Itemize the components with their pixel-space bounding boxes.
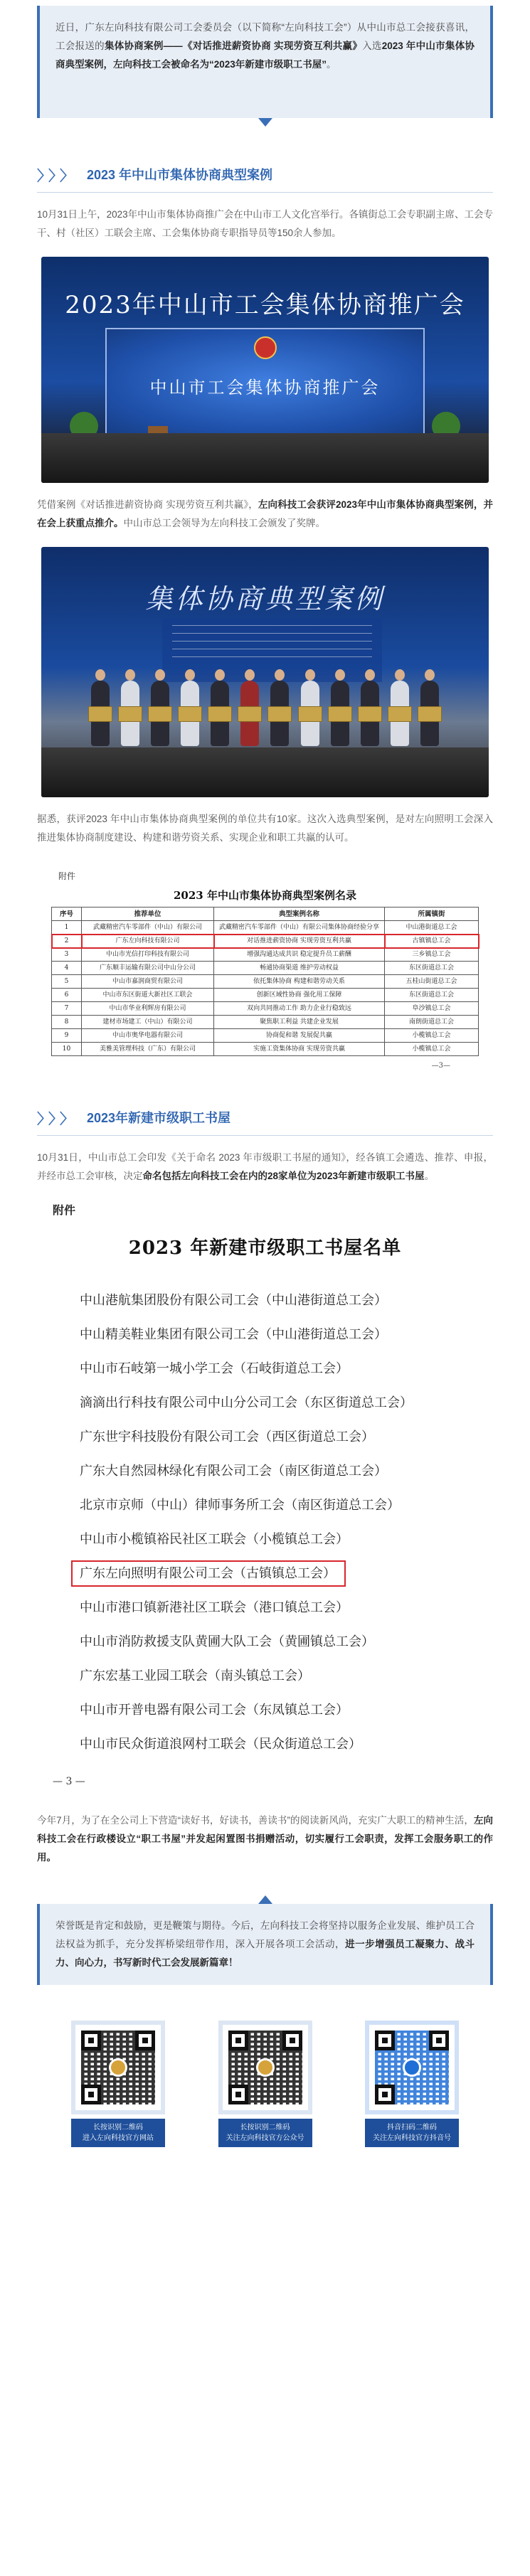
table-row <box>52 962 479 975</box>
table-cell: 实施工资集体协商 实现劳资共赢 <box>214 1043 385 1056</box>
table-cell: 广东左向科技有限公司 <box>82 935 214 948</box>
paragraph-recognition: 据悉，获评2023 年中山市集体协商典型案例的单位共有10家。这次入选典型案例，是对左向照明工会深入推进集体协商制度建设、构建和谐劳资关系、实现企业和职工共赢的认可。 <box>37 814 493 843</box>
photo-board <box>162 618 382 682</box>
list-item: 广东大自然园林绿化有限公司工会（南区街道总工会） <box>80 1464 387 1479</box>
qr-card-douyin[interactable] <box>365 2021 459 2147</box>
qr-card-wechat[interactable] <box>218 2021 312 2147</box>
column-header: 典型案例名称 <box>214 908 385 921</box>
page-number: —3— <box>431 1062 450 1070</box>
table-row <box>52 975 479 989</box>
person-figure <box>361 681 379 746</box>
closing-pointer <box>258 1895 272 1904</box>
list-item: 中山港航集团股份有限公司工会（中山港街道总工会） <box>80 1293 387 1308</box>
list-item: 广东左向照明有限公司工会（古镇镇总工会） <box>80 1557 477 1591</box>
person-figure <box>420 681 439 746</box>
table-cell: 中山市华业利辉房有限公司 <box>82 1002 214 1016</box>
qr-caption: 长按识别二维码 关注左向科技官方公众号 <box>218 2119 312 2147</box>
column-header: 序号 <box>52 908 82 921</box>
table-cell: 武藏精密汽车零部件（中山）有限公司 <box>82 921 214 935</box>
award-bold: 左向科技工会获评2023年中山市集体协商典型案例，并在会上获重点推介。 <box>37 499 493 528</box>
table-cell: 畅通协商渠道 维护劳动权益 <box>214 962 385 975</box>
table-row <box>52 1002 479 1016</box>
intro-box <box>37 6 493 118</box>
list-item: 滴滴出行科技有限公司中山分公司工会（东区街道总工会） <box>80 1395 413 1410</box>
union-emblem-icon <box>254 336 277 359</box>
table-cell: 建材市场建工（中山）有限公司 <box>82 1016 214 1029</box>
table-cell: 小榄镇总工会 <box>385 1029 479 1043</box>
table-cell: 古镇镇总工会 <box>385 935 479 948</box>
table-cell: 中山市光信打印科技有限公司 <box>82 948 214 962</box>
library-list <box>53 1284 477 1762</box>
table-cell: 中山市东区街道大新社区工联会 <box>82 989 214 1002</box>
table-cell: 3 <box>52 948 82 962</box>
intro-section <box>0 0 530 127</box>
table-row <box>52 1016 479 1029</box>
person-figure <box>121 681 139 746</box>
table-header-row <box>52 908 479 921</box>
table-cell: 9 <box>52 1029 82 1043</box>
table-cell: 阜沙镇总工会 <box>385 1002 479 1016</box>
table-cell: 6 <box>52 989 82 1002</box>
person-figure <box>151 681 169 746</box>
table-cell: 创新区域性协商 强化用工保障 <box>214 989 385 1002</box>
table-row <box>52 1043 479 1056</box>
intro-text-2: 入选 <box>362 41 382 51</box>
table-cell: 中山港街道总工会 <box>385 921 479 935</box>
table-row <box>52 989 479 1002</box>
person-figure <box>301 681 319 746</box>
person-figure <box>181 681 199 746</box>
photo-banner-text: 2023年中山市工会集体协商推广会 <box>65 291 465 319</box>
table-row <box>52 935 479 948</box>
brand-logo-icon <box>109 2058 127 2077</box>
photo-title-text: 集体协商典型案例 <box>145 583 385 614</box>
table-row <box>52 921 479 935</box>
qr-caption: 抖音扫码二维码 关注左向科技官方抖音号 <box>365 2119 459 2147</box>
person-figure <box>211 681 229 746</box>
table-cell: 协商促和谐 发展促共赢 <box>214 1029 385 1043</box>
paragraph-book-corner <box>37 1811 493 1867</box>
table-cell: 聚焦职工利益 共建企业发展 <box>214 1016 385 1029</box>
attachment-label: 附件 <box>58 871 76 881</box>
award-recipients <box>91 681 439 746</box>
table-cell: 小榄镇总工会 <box>385 1043 479 1056</box>
page-number: — 3 — <box>53 1776 85 1787</box>
table-cell: 增强沟通达成共识 稳定提升员工薪酬 <box>214 948 385 962</box>
person-figure <box>91 681 110 746</box>
document-title: 2023 年新建市级职工书屋名单 <box>128 1238 402 1259</box>
person-figure <box>270 681 289 746</box>
stage <box>41 747 489 797</box>
table-cell: 广东顺丰运输有限公司中山分公司 <box>82 962 214 975</box>
meeting-photo[interactable] <box>41 257 489 483</box>
award-text: 凭借案例《对话推进薪资协商 实现劳资互利共赢》， <box>37 499 258 510</box>
table-cell: 三乡镇总工会 <box>385 948 479 962</box>
attachment-label: 附件 <box>53 1203 76 1217</box>
section-title: 2023 年中山市集体协商典型案例 <box>87 168 273 182</box>
library-list-document <box>53 1201 477 1787</box>
section-divider <box>37 1135 493 1136</box>
intro-text-3: 。 <box>327 59 336 70</box>
table-cell: 南朗街道总工会 <box>385 1016 479 1029</box>
qr-code-icon[interactable] <box>218 2021 312 2114</box>
section-header-library <box>0 1104 530 1131</box>
section-header-cases <box>0 161 530 188</box>
case-list-document <box>51 863 479 1070</box>
section-divider <box>37 192 493 193</box>
douyin-logo-icon <box>403 2058 421 2077</box>
closing-bold: 进一步增强员工凝聚力、战斗力、向心力，书写新时代工会发展新篇章！ <box>55 1939 475 1968</box>
list-item: 中山市民众街道浪网村工联会（民众街道总工会） <box>80 1737 361 1752</box>
table-cell: 依托集体协商 构建和谐劳动关系 <box>214 975 385 989</box>
case-table-body <box>52 921 479 1056</box>
intro-bold-1: 集体协商案例——《对话推进薪资协商 实现劳资互利共赢》 <box>104 41 363 51</box>
column-header: 所属镇街 <box>385 908 479 921</box>
list-item: 广东宏基工业园工联会（南头镇总工会） <box>80 1668 310 1683</box>
table-cell: 1 <box>52 921 82 935</box>
qr-code-icon[interactable] <box>365 2021 459 2114</box>
table-cell: 双向共同推动工作 助力企业行稳致远 <box>214 1002 385 1016</box>
qr-footer <box>71 2021 459 2147</box>
list-item: 中山市消防救援支队黄圃大队工会（黄圃镇总工会） <box>80 1634 374 1649</box>
table-cell: 美雅美管理科技（广东）有限公司 <box>82 1043 214 1056</box>
qr-code-icon[interactable] <box>71 2021 165 2114</box>
list-item: 北京市京师（中山）律师事务所工会（南区街道总工会） <box>80 1498 400 1513</box>
closing-text: 荣誉既是肯定和鼓励，更是鞭策与期待。今后，左向科技工会将坚持以服务企业发展、维护员工合法权益为抓手，充分发挥桥梁纽带作用，深入开展各项工会活动， <box>55 1920 475 1949</box>
paragraph-award <box>37 496 493 533</box>
person-figure <box>240 681 259 746</box>
library-text: 10月31日，中山市总工会印发《关于命名 2023 年市级职工书屋的通知》，经各镇工会遴选、推荐、申报，并经市总工会审核，决定 <box>37 1152 493 1181</box>
person-figure <box>391 681 409 746</box>
qr-caption: 长按识别二维码 进入左向科技官方网站 <box>71 2119 165 2147</box>
table-cell: 4 <box>52 962 82 975</box>
qr-card-website[interactable] <box>71 2021 165 2147</box>
table-cell: 五桂山街道总工会 <box>385 975 479 989</box>
table-cell: 7 <box>52 1002 82 1016</box>
list-item: 中山市石岐第一城小学工会（石岐街道总工会） <box>80 1361 349 1376</box>
intro-pointer <box>258 118 272 127</box>
photo-screen-text: 中山市工会集体协商推广会 <box>149 378 381 398</box>
table-cell: 东区街道总工会 <box>385 962 479 975</box>
table-row <box>52 1029 479 1043</box>
section-title: 2023年新建市级职工书屋 <box>87 1111 231 1125</box>
closing-box <box>37 1904 493 1985</box>
case-table <box>51 907 479 1056</box>
table-cell: 10 <box>52 1043 82 1056</box>
table-cell: 对话推进薪资协商 实现劳资互利共赢 <box>214 935 385 948</box>
table-row <box>52 948 479 962</box>
table-cell: 中山市嘉润商贸有限公司 <box>82 975 214 989</box>
table-cell: 5 <box>52 975 82 989</box>
column-header: 推荐单位 <box>82 908 214 921</box>
list-item: 中山市港口镇新港社区工联会（港口镇总工会） <box>80 1600 349 1615</box>
table-cell: 东区街道总工会 <box>385 989 479 1002</box>
photo-screen <box>105 328 425 435</box>
table-cell: 8 <box>52 1016 82 1029</box>
chevrons-icon: 〉〉〉 <box>37 168 78 184</box>
list-item: 中山市开普电器有限公司工会（东凤镇总工会） <box>80 1703 349 1718</box>
book-bold: 左向科技工会在行政楼设立“职工书屋”并发起闲置图书捐赠活动，切实履行工会职责，发挥工会服务职工的作用。 <box>37 1815 494 1863</box>
library-bold: 命名包括左向科技工会在内的28家单位为2023年新建市级职工书屋 <box>142 1171 425 1181</box>
paragraph-library <box>37 1149 493 1186</box>
closing-section <box>37 1895 493 1985</box>
table-cell: 2 <box>52 935 82 948</box>
intro-bold-2: 2023 年中山市集体协商典型案例，左向科技工会被命名为“2023年新建市级职工书屋” <box>55 41 475 70</box>
table-cell: 武藏精密汽车零部件（中山）有限公司集体协商经验分享 <box>214 921 385 935</box>
paragraph-meeting: 10月31日上午，2023年中山市集体协商推广会在中山市工人文化宫举行。各镇街总工会专职副主席、工会专干、村（社区）工联会主席、工会集体协商专职指导员等150余人参加。 <box>37 209 493 238</box>
list-item: 中山精美鞋业集团有限公司工会（中山港街道总工会） <box>80 1327 387 1342</box>
table-cell: 中山市奥华电器有限公司 <box>82 1029 214 1043</box>
stage <box>41 433 489 483</box>
brand-logo-icon <box>256 2058 275 2077</box>
list-item: 广东世宇科技股份有限公司工会（西区街道总工会） <box>80 1430 374 1444</box>
list-item: 中山市小榄镇裕民社区工联会（小榄镇总工会） <box>80 1532 349 1547</box>
award-tail: 中山市总工会领导为左向科技工会颁发了奖牌。 <box>123 518 325 528</box>
document-title: 2023 年中山市集体协商典型案例名录 <box>174 889 356 902</box>
chevrons-icon: 〉〉〉 <box>37 1111 78 1127</box>
intro-text-1: 近日，广东左向科技有限公司工会委员会（以下简称“左向科技工会”）从中山市总工会接获喜讯，工会报送的 <box>55 22 475 51</box>
book-text: 今年7月，为了在全公司上下营造“读好书，好读书，善读书”的阅读新风尚，充实广大职工的精神生活， <box>37 1815 474 1826</box>
person-figure <box>331 681 349 746</box>
library-tail: 。 <box>424 1171 435 1181</box>
award-photo[interactable] <box>41 547 489 797</box>
